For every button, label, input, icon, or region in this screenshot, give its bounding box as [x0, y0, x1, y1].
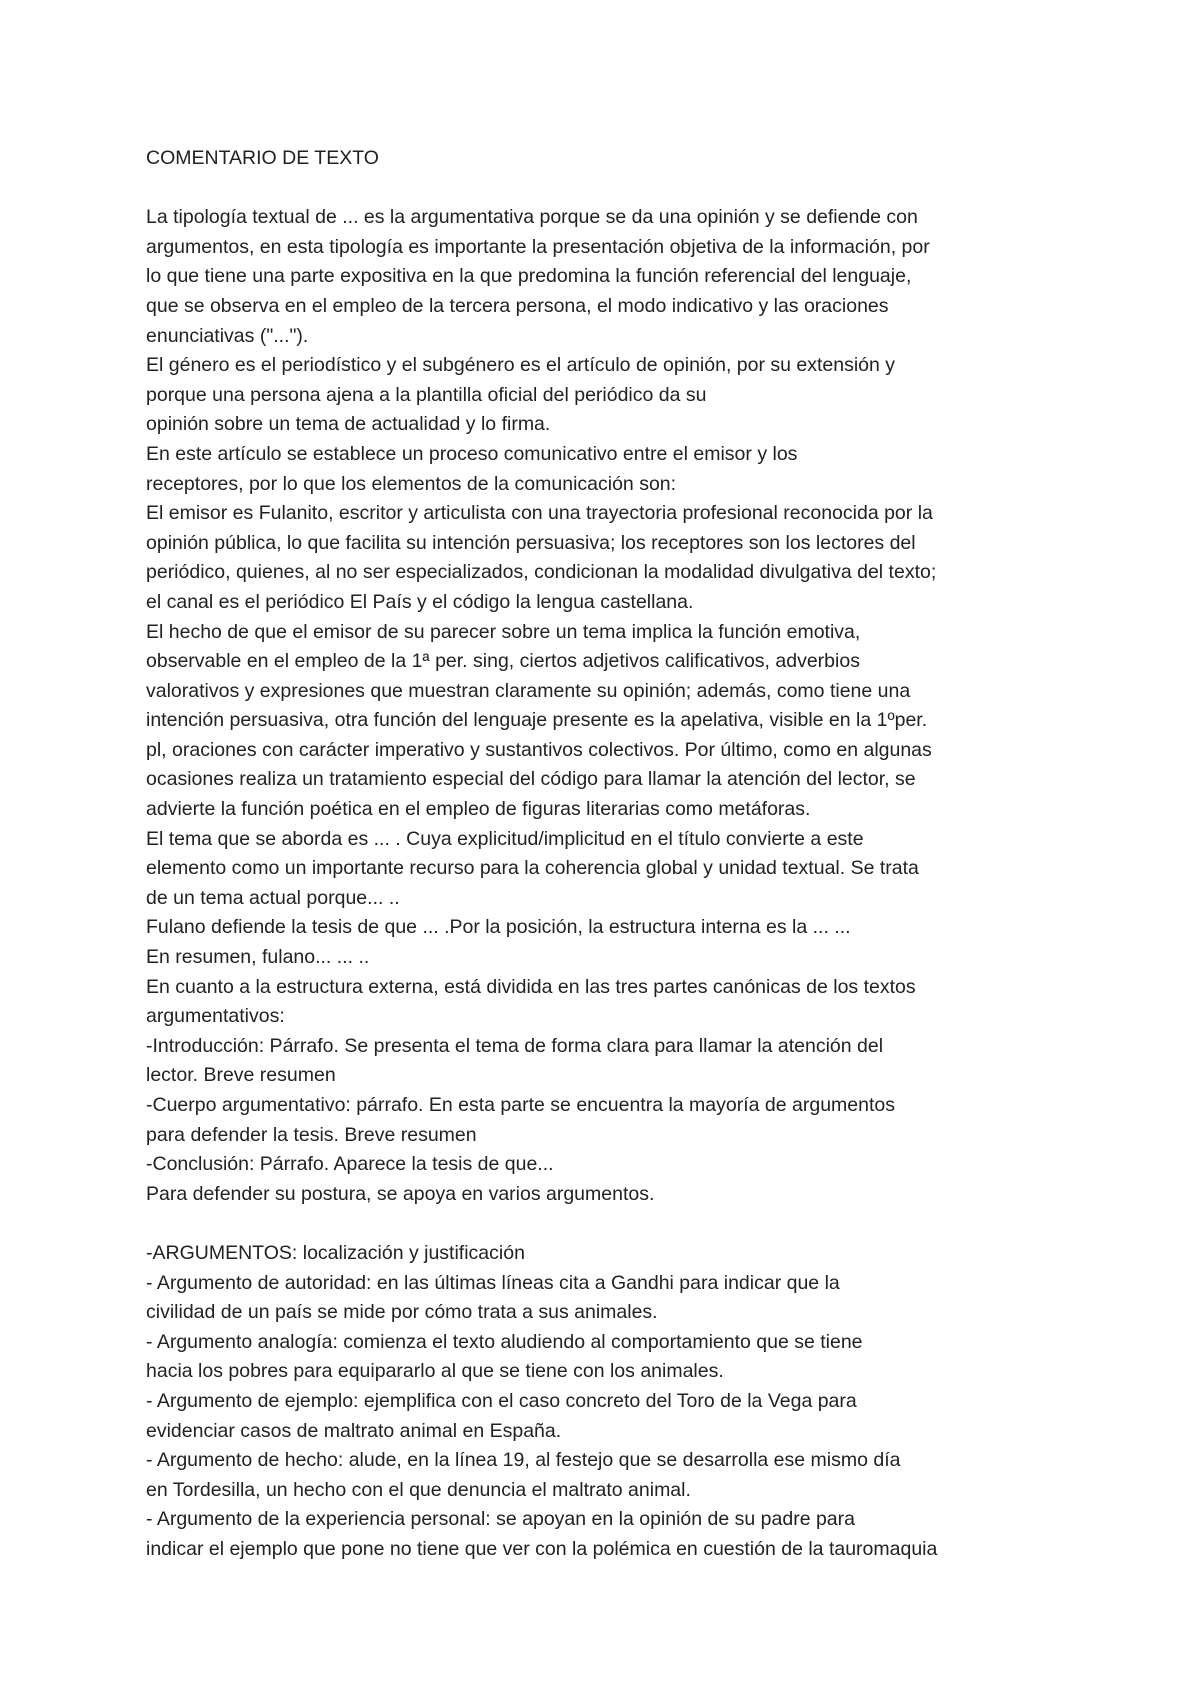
body-line: -Cuerpo argumentativo: párrafo. En esta parte se encuentra la mayoría de argumentos — [146, 1094, 895, 1116]
argument-line: indicar el ejemplo que pone no tiene que ver con la polémica en cuestión de la tauromaquia — [146, 1537, 938, 1560]
argument-line: evidenciar casos de maltrato animal en España. — [146, 1419, 562, 1442]
body-text — [146, 203, 1120, 1209]
body-line: ocasiones realiza un tratamiento especial del código para llamar la atención del lector, se — [146, 768, 916, 791]
argument-line: - Argumento de la experiencia personal: se apoyan en la opinión de su padre para — [146, 1508, 855, 1531]
body-line: receptores, por lo que los elementos de la comunicación son: — [146, 472, 677, 495]
body-line: observable en el empleo de la 1ª per. sing, ciertos adjetivos calificativos, adverbios — [146, 650, 860, 673]
blank-line — [146, 1209, 1120, 1239]
body-line: lector. Breve resumen — [146, 1064, 336, 1087]
body-line: enunciativas ("..."). — [146, 324, 309, 347]
body-line: En este artículo se establece un proceso comunicativo entre el emisor y los — [146, 442, 798, 465]
arguments-heading: -ARGUMENTOS: localización y justificación — [146, 1241, 525, 1264]
body-line: argumentativos: — [146, 1005, 285, 1028]
body-line: opinión sobre un tema de actualidad y lo firma. — [146, 413, 551, 436]
argument-line: - Argumento de ejemplo: ejemplifica con el caso concreto del Toro de la Vega para — [146, 1389, 857, 1412]
body-line: de un tema actual porque... .. — [146, 886, 400, 909]
body-line: valorativos y expresiones que muestran claramente su opinión; además, como tiene una — [146, 679, 911, 702]
argument-line: hacia los pobres para equipararlo al que se tiene con los animales. — [146, 1360, 724, 1383]
body-line: lo que tiene una parte expositiva en la que predomina la función referencial del lenguaje, — [146, 265, 912, 288]
argument-line: - Argumento de autoridad: en las últimas líneas cita a Gandhi para indicar que la — [146, 1271, 840, 1294]
blank-line — [146, 174, 1120, 204]
body-line: elemento como un importante recurso para la coherencia global y unidad textual. Se trata — [146, 857, 919, 880]
argument-line: - Argumento de hecho: alude, en la línea 19, al festejo que se desarrolla ese mismo día — [146, 1449, 901, 1472]
body-line: El tema que se aborda es ... . Cuya explicitud/implicitud en el título convierte a este — [146, 827, 864, 850]
body-line: -Introducción: Párrafo. Se presenta el tema de forma clara para llamar la atención del — [146, 1034, 884, 1057]
body-line: -Conclusión: Párrafo. Aparece la tesis de que... — [146, 1153, 554, 1176]
body-line: El género es el periodístico y el subgénero es el artículo de opinión, por su extensión y — [146, 354, 896, 377]
body-line: para defender la tesis. Breve resumen — [146, 1123, 477, 1146]
body-line: Para defender su postura, se apoya en varios argumentos. — [146, 1182, 655, 1205]
body-line: El hecho de que el emisor de su parecer sobre un tema implica la función emotiva, — [146, 620, 861, 643]
body-line: porque una persona ajena a la plantilla oficial del periódico da su — [146, 383, 707, 406]
body-line: periódico, quienes, al no ser especializados, condicionan la modalidad divulgativa del texto; — [146, 561, 937, 584]
body-line: que se observa en el empleo de la tercera persona, el modo indicativo y las oraciones — [146, 294, 889, 317]
document-title: COMENTARIO DE TEXTO — [146, 147, 379, 169]
body-line: Fulano defiende la tesis de que ... .Por la posición, la estructura interna es la ... ... — [146, 916, 851, 939]
body-line: advierte la función poética en el empleo de figuras literarias como metáforas. — [146, 798, 811, 821]
arguments-list — [146, 1269, 1120, 1565]
argument-line: civilidad de un país se mide por cómo trata a sus animales. — [146, 1301, 658, 1324]
body-line: opinión pública, lo que facilita su intención persuasiva; los receptores son los lectores del — [146, 531, 916, 554]
body-line: intención persuasiva, otra función del lenguaje presente es la apelativa, visible en la 1ºper. — [146, 709, 928, 732]
body-line: argumentos, en esta tipología es importante la presentación objetiva de la información, por — [146, 235, 930, 258]
argument-line: en Tordesilla, un hecho con el que denuncia el maltrato animal. — [146, 1478, 691, 1501]
body-line: el canal es el periódico El País y el código la lengua castellana. — [146, 590, 694, 613]
body-line: pl, oraciones con carácter imperativo y sustantivos colectivos. Por último, como en algunas — [146, 738, 932, 761]
argument-line: - Argumento analogía: comienza el texto aludiendo al comportamiento que se tiene — [146, 1330, 863, 1353]
body-line: La tipología textual de ... es la argumentativa porque se da una opinión y se defiende con — [146, 206, 918, 229]
body-line: El emisor es Fulanito, escritor y articulista con una trayectoria profesional reconocida por la — [146, 502, 933, 525]
body-line: En resumen, fulano... ... .. — [146, 946, 370, 969]
body-line: En cuanto a la estructura externa, está dividida en las tres partes canónicas de los textos — [146, 975, 916, 998]
